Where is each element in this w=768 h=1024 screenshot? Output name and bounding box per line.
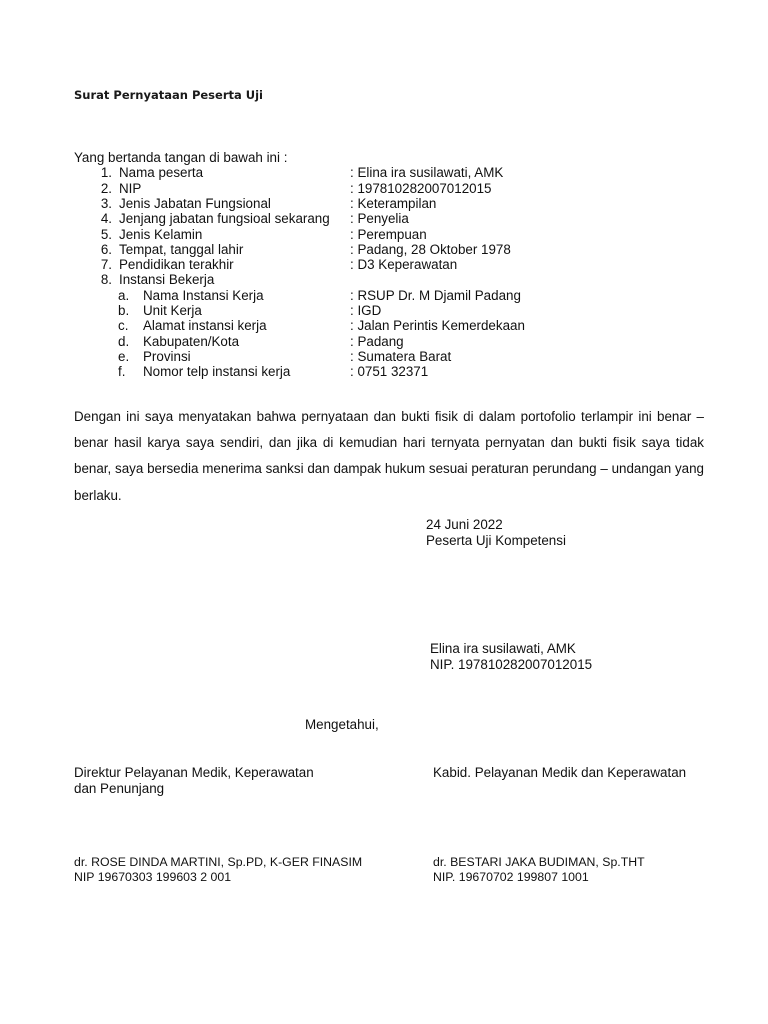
field-value: : 0751 32371 — [350, 364, 429, 380]
field-value: : Sumatera Barat — [350, 348, 452, 364]
field-label: Jenjang jabatan fungsioal sekarang — [119, 211, 330, 227]
participant-role: Peserta Uji Kompetensi — [426, 532, 566, 548]
statement-date: 24 Juni 2022 — [426, 517, 503, 532]
left-official-name: dr. ROSE DINDA MARTINI, Sp.PD, K-GER FINASIM — [74, 855, 363, 869]
field-value: : IGD — [350, 303, 382, 318]
field-value: : Keterampilan — [350, 195, 437, 211]
right-official-position: Kabid. Pelayanan Medik dan Keperawatan — [433, 765, 687, 780]
field-label: Kabupaten/Kota — [143, 333, 240, 349]
field-label: Jenis Kelamin — [119, 226, 203, 242]
right-official-nip: NIP. 19670702 199807 1001 — [433, 870, 589, 884]
field-value: : 197810282007012015 — [350, 180, 492, 196]
field-label: Nomor telp instansi kerja — [143, 364, 291, 380]
left-official-position: Direktur Pelayanan Medik, Keperawatan — [74, 765, 314, 780]
field-value: : D3 Keperawatan — [350, 257, 458, 273]
right-official-name: dr. BESTARI JAKA BUDIMAN, Sp.THT — [433, 855, 645, 869]
left-official-position-cont: dan Penunjang — [74, 780, 165, 796]
left-official-nip: NIP 19670303 199603 2 001 — [74, 870, 232, 884]
intro-text: Yang bertanda tangan di bawah ini : — [74, 150, 288, 165]
field-value: : Perempuan — [350, 226, 427, 242]
field-value: : Jalan Perintis Kemerdekaan — [350, 318, 525, 334]
field-label: Nama peserta — [119, 165, 204, 181]
document-title: Surat Pernyataan Peserta Uji — [74, 88, 263, 102]
signer-name: Elina ira susilawati, AMK — [430, 641, 576, 656]
field-value: : Padang, 28 Oktober 1978 — [350, 241, 511, 257]
field-value: : RSUP Dr. M Djamil Padang — [350, 287, 521, 303]
signer-nip: NIP. 197810282007012015 — [430, 656, 593, 672]
field-value: : Elina ira susilawati, AMK — [350, 165, 504, 181]
mengetahui-label: Mengetahui, — [305, 717, 379, 732]
field-label: Jenis Jabatan Fungsional — [119, 195, 271, 211]
field-label: Provinsi — [143, 348, 191, 364]
field-label: NIP — [119, 180, 142, 196]
field-label: Alamat instansi kerja — [143, 318, 267, 334]
field-label: Tempat, tanggal lahir — [119, 241, 244, 257]
field-label: Nama Instansi Kerja — [143, 287, 264, 303]
field-value: : Penyelia — [350, 211, 409, 227]
statement-paragraph: Dengan ini saya menyatakan bahwa pernyataan dan bukti fisik di dalam portofolio terlampir ini benar – benar hasil karya saya sendiri, dan jika di kemudian hari ternyata pernyatan dan bukti fisik saya tidak benar, saya bersedia menerima sanksi dan dampak hukum sesuai peraturan perundang – undangan yang berlaku. — [74, 409, 704, 503]
field-label: Pendidikan terakhir — [119, 257, 234, 273]
field-value: : Padang — [350, 333, 404, 349]
field-label: Unit Kerja — [143, 303, 202, 318]
field-label: Instansi Bekerja — [119, 272, 215, 288]
